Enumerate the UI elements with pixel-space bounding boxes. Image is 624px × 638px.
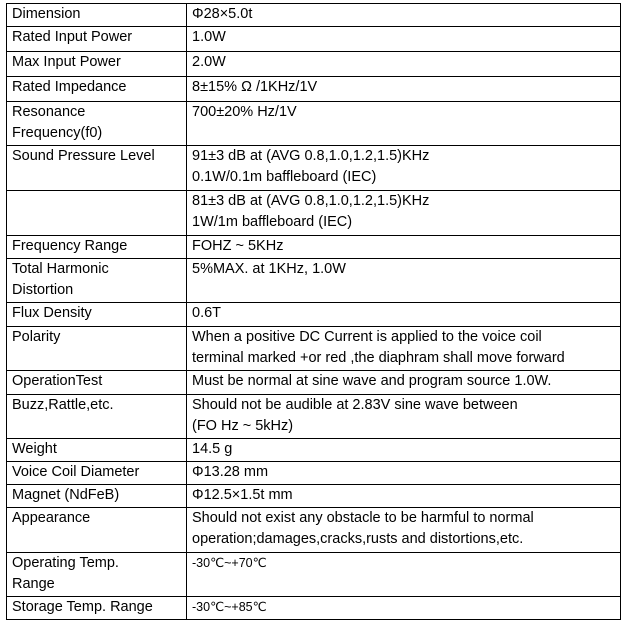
row-value-sound-pressure-level: 91±3 dB at (AVG 0.8,1.0,1.2,1.5)KHz 0.1W/0.1m baffleboard (IEC) — [187, 146, 621, 191]
row-label-operating-temp-range: Operating Temp. Range — [7, 553, 187, 597]
table-row — [7, 102, 621, 146]
row-label-appearance: Appearance — [7, 508, 187, 553]
row-value-polarity: When a positive DC Current is applied to the voice coil terminal marked +or red ,the diaphram shall move forward — [187, 327, 621, 371]
row-label-sound-pressure-level: Sound Pressure Level — [7, 146, 187, 191]
row-value-operation-test: Must be normal at sine wave and program source 1.0W. — [187, 371, 621, 395]
row-value-operating-temp-range: -30℃~+70℃ — [187, 553, 621, 597]
row-value-total-harmonic-distortion: 5%MAX. at 1KHz, 1.0W — [187, 259, 621, 303]
row-label-weight: Weight — [7, 439, 187, 462]
row-label-resonance-frequency: Resonance Frequency(f0) — [7, 102, 187, 146]
row-value-flux-density: 0.6T — [187, 303, 621, 327]
row-label-magnet: Magnet (NdFeB) — [7, 485, 187, 508]
table-row — [7, 439, 621, 462]
table-row — [7, 508, 621, 553]
row-label-rated-impedance: Rated Impedance — [7, 77, 187, 102]
table-row — [7, 395, 621, 439]
table-row — [7, 4, 621, 27]
table-row — [7, 327, 621, 371]
table-row — [7, 597, 621, 620]
row-label-operation-test: OperationTest — [7, 371, 187, 395]
table-row — [7, 371, 621, 395]
row-label-dimension: Dimension — [7, 4, 187, 27]
table-row — [7, 52, 621, 77]
row-label-total-harmonic-distortion: Total Harmonic Distortion — [7, 259, 187, 303]
row-value-frequency-range: FOHZ ~ 5KHz — [187, 236, 621, 259]
row-label-max-input-power: Max Input Power — [7, 52, 187, 77]
row-value-rated-input-power: 1.0W — [187, 27, 621, 52]
table-row — [7, 77, 621, 102]
row-value-storage-temp-range: -30℃~+85℃ — [187, 597, 621, 620]
table-row — [7, 236, 621, 259]
row-value-buzz-rattle: Should not be audible at 2.83V sine wave between (FO Hz ~ 5kHz) — [187, 395, 621, 439]
row-label-rated-input-power: Rated Input Power — [7, 27, 187, 52]
row-label-empty — [7, 191, 187, 236]
row-value-rated-impedance: 8±15% Ω /1KHz/1V — [187, 77, 621, 102]
table-row — [7, 146, 621, 191]
row-value-magnet: Φ12.5×1.5t mm — [187, 485, 621, 508]
row-value-resonance-frequency: 700±20% Hz/1V — [187, 102, 621, 146]
row-label-frequency-range: Frequency Range — [7, 236, 187, 259]
spec-table — [6, 3, 621, 620]
row-label-buzz-rattle: Buzz,Rattle,etc. — [7, 395, 187, 439]
table-row — [7, 485, 621, 508]
table-row — [7, 462, 621, 485]
row-value-sound-pressure-level-2: 81±3 dB at (AVG 0.8,1.0,1.2,1.5)KHz 1W/1m baffleboard (IEC) — [187, 191, 621, 236]
row-value-appearance: Should not exist any obstacle to be harmful to normal operation;damages,cracks,rusts and distortions,etc. — [187, 508, 621, 553]
table-row — [7, 27, 621, 52]
row-value-dimension: Φ28×5.0t — [187, 4, 621, 27]
table-row — [7, 553, 621, 597]
row-value-weight: 14.5 g — [187, 439, 621, 462]
row-label-polarity: Polarity — [7, 327, 187, 371]
row-label-storage-temp-range: Storage Temp. Range — [7, 597, 187, 620]
row-value-max-input-power: 2.0W — [187, 52, 621, 77]
row-label-voice-coil-diameter: Voice Coil Diameter — [7, 462, 187, 485]
table-row — [7, 191, 621, 236]
row-label-flux-density: Flux Density — [7, 303, 187, 327]
table-row — [7, 259, 621, 303]
row-value-voice-coil-diameter: Φ13.28 mm — [187, 462, 621, 485]
table-row — [7, 303, 621, 327]
